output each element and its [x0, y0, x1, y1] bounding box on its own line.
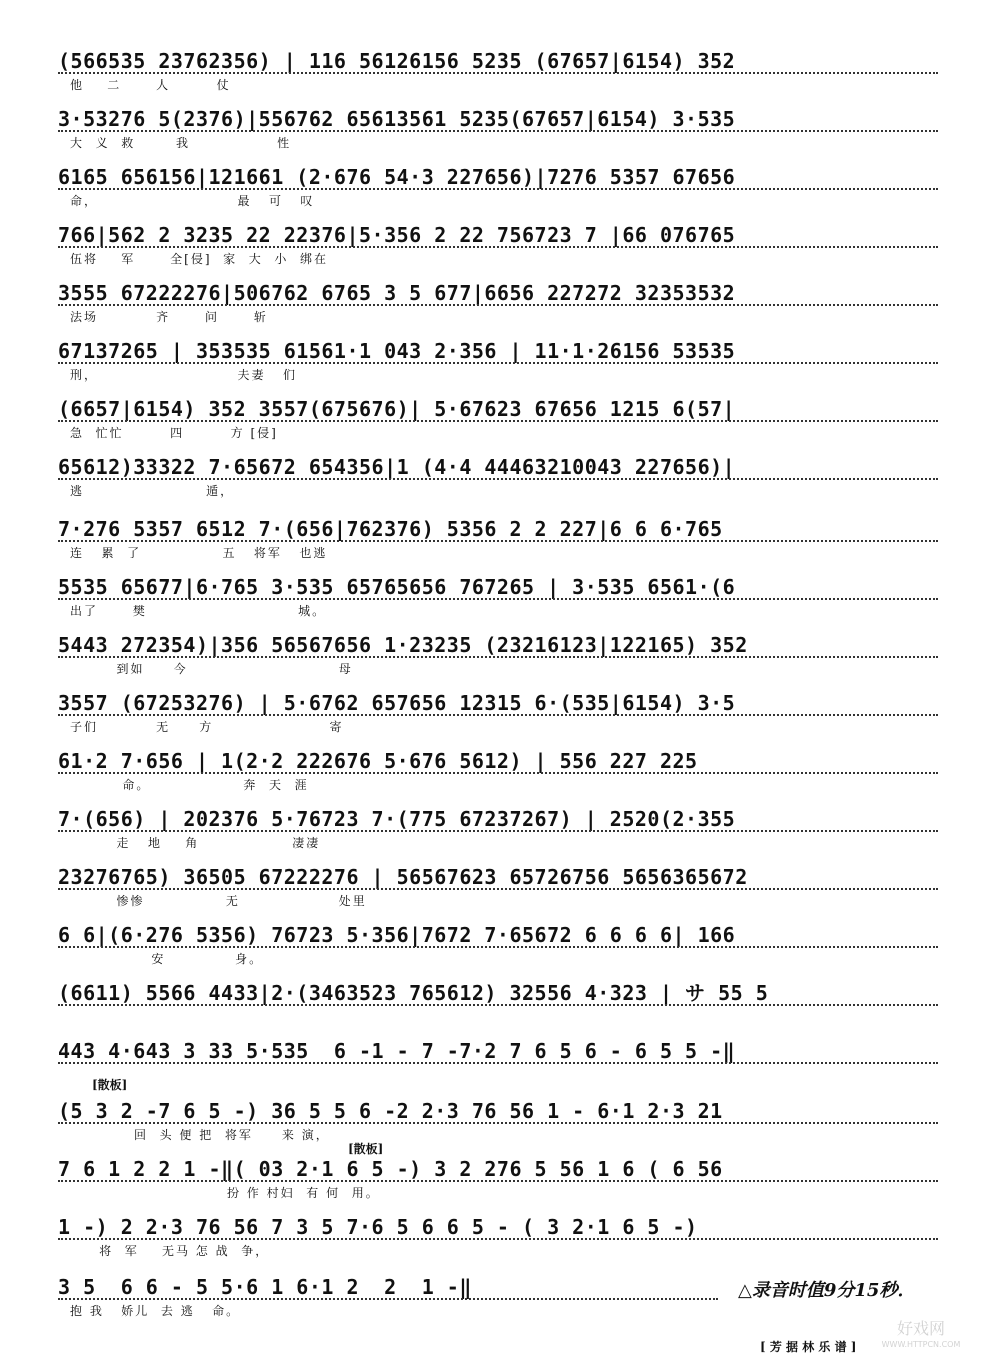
score-row — [58, 916, 938, 972]
lyric-line: 大 义 救 我 性 — [70, 136, 292, 150]
notation-line: (6657|6154) 352 3557(675676)| 5·67623 67656 1215 6(57| — [58, 396, 938, 422]
lyric-line: 命。 奔 天 涯 — [70, 778, 309, 792]
lyric-line: 抱 我 娇儿 去 逃 命。 — [70, 1304, 241, 1318]
notation-line: (566535 23762356) | 116 56126156 5235 (67657|6154) 352 — [58, 48, 938, 74]
notation-line: 3557 (67253276) | 5·6762 657656 12315 6·(535|6154) 3·5 — [58, 690, 938, 716]
notation-line: 5535 65677|6·765 3·535 65765656 767265 | 3·535 6561·(6 — [58, 574, 938, 600]
score-row — [58, 800, 938, 856]
section-label: [散板] — [92, 1078, 128, 1092]
lyric-line: 到如 今 母 — [70, 662, 353, 676]
score-row — [58, 510, 938, 566]
notation-line: 7·276 5357 6512 7·(656|762376) 5356 2 2 227|6 6 6·765 — [58, 516, 938, 542]
notation-line: 766|562 2 3235 22 22376|5·356 2 22 756723 7 |66 076765 — [58, 222, 938, 248]
notation-line: 3 5 6 6 - 5 5·6 1 6·1 2 2 1 -‖ — [58, 1274, 718, 1300]
lyric-line: 安 身。 — [70, 952, 264, 966]
recording-duration-note: △录音时值9分15秒． — [738, 1280, 916, 1301]
lyric-line: 逃 遁， — [70, 484, 235, 498]
notation-line: 23276765) 36505 67222276 | 56567623 65726756 5656365672 — [58, 864, 938, 890]
notation-line: 6165 656156|121661 (2·676 54·3 227656)|7276 5357 67656 — [58, 164, 938, 190]
score-row — [58, 626, 938, 682]
notation-line: 6 6|(6·276 5356) 76723 5·356|7672 7·65672 6 6 6 6| 166 — [58, 922, 938, 948]
score-row — [58, 684, 938, 740]
lyric-line: 连 累 了 五 将军 也逃 — [70, 546, 328, 560]
lyric-line: 伍将 军 全[侵] 家 大 小 绑在 — [70, 252, 329, 266]
notation-line: (5 3 2 -7 6 5 -) 36 5 5 6 -2 2·3 76 56 1 - 6·1 2·3 21 — [58, 1098, 938, 1124]
lyric-line: 将 军 无马 怎 战 争， — [70, 1244, 270, 1258]
score-row — [58, 274, 938, 330]
score-row — [58, 42, 938, 98]
score-row — [58, 158, 938, 214]
score-row — [58, 1092, 938, 1148]
lyric-line — [70, 1008, 930, 1026]
notation-line: 3·53276 5(2376)|556762 65613561 5235(67657|6154) 3·535 — [58, 106, 938, 132]
score-row — [58, 1150, 938, 1206]
notation-line: 1 -) 2 2·3 76 56 7 3 5 7·6 5 6 6 5 - ( 3 2·1 6 5 -) — [58, 1214, 938, 1240]
lyric-line: 急 忙忙 四 方 [侵] — [70, 426, 278, 440]
score-row — [58, 974, 938, 1030]
lyric-line: 刑， 夫妻 们 — [70, 368, 297, 382]
lyric-line — [70, 1066, 930, 1084]
notation-line: 67137265 | 353535 61561·1 043 2·356 | 11·1·26156 53535 — [58, 338, 938, 364]
notation-line: 3555 67222276|506762 6765 3 5 677|6656 227272 32353532 — [58, 280, 938, 306]
notation-line: (6611) 5566 4433|2·(3463523 765612) 32556 4·323 | サ 55 5 — [58, 980, 938, 1006]
score-row — [58, 568, 938, 624]
watermark-logo-text: 好戏网 — [896, 1319, 945, 1338]
transcription-credit: [ 芳 据 林 乐 谱 ] — [760, 1340, 857, 1354]
lyric-line: 法场 齐 问 斩 — [70, 310, 268, 324]
score-row — [58, 100, 938, 156]
score-row — [58, 390, 938, 446]
score-row — [58, 1268, 718, 1324]
lyric-line: 命， 最 可 叹 — [70, 194, 315, 208]
lyric-line: 扮 作 村妇 有 何 用。 — [70, 1186, 380, 1200]
section-label: [散板] — [348, 1142, 384, 1156]
notation-line: 5443 272354)|356 56567656 1·23235 (23216123|122165) 352 — [58, 632, 938, 658]
lyric-line: 他 二 人 仗 — [70, 78, 231, 92]
score-row — [58, 448, 938, 504]
watermark-url: WWW.HTTPCN.COM — [881, 1340, 961, 1349]
notation-line: 7 6 1 2 2 1 -‖( 03 2·1 6 5 -) 3 2 276 5 56 1 6 ( 6 56 — [58, 1156, 938, 1182]
notation-line: 65612)33322 7·65672 654356|1 (4·4 44463210043 227656)| — [58, 454, 938, 480]
score-row — [58, 858, 938, 914]
lyric-line: 出了 樊 城。 — [70, 604, 327, 618]
notation-line: 61·2 7·656 | 1(2·2 222676 5·676 5612) | 556 227 225 — [58, 748, 938, 774]
score-row — [58, 216, 938, 272]
site-watermark — [866, 1318, 976, 1362]
score-row — [58, 1032, 938, 1088]
lyric-line: 子们 无 方 寄 — [70, 720, 344, 734]
lyric-line: 回 头 便 把 将军 来 演， — [70, 1128, 330, 1142]
notation-line: 7·(656) | 202376 5·76723 7·(775 67237267) | 2520(2·355 — [58, 806, 938, 832]
lyric-line: 惨惨 无 处里 — [70, 894, 367, 908]
score-row — [58, 1208, 938, 1264]
score-row — [58, 332, 938, 388]
lyric-line: 走 地 角 凄凄 — [70, 836, 321, 850]
score-row — [58, 742, 938, 798]
notation-line: 443 4·643 3 33 5·535 6 -1 - 7 -7·2 7 6 5 6 - 6 5 5 -‖ — [58, 1038, 938, 1064]
